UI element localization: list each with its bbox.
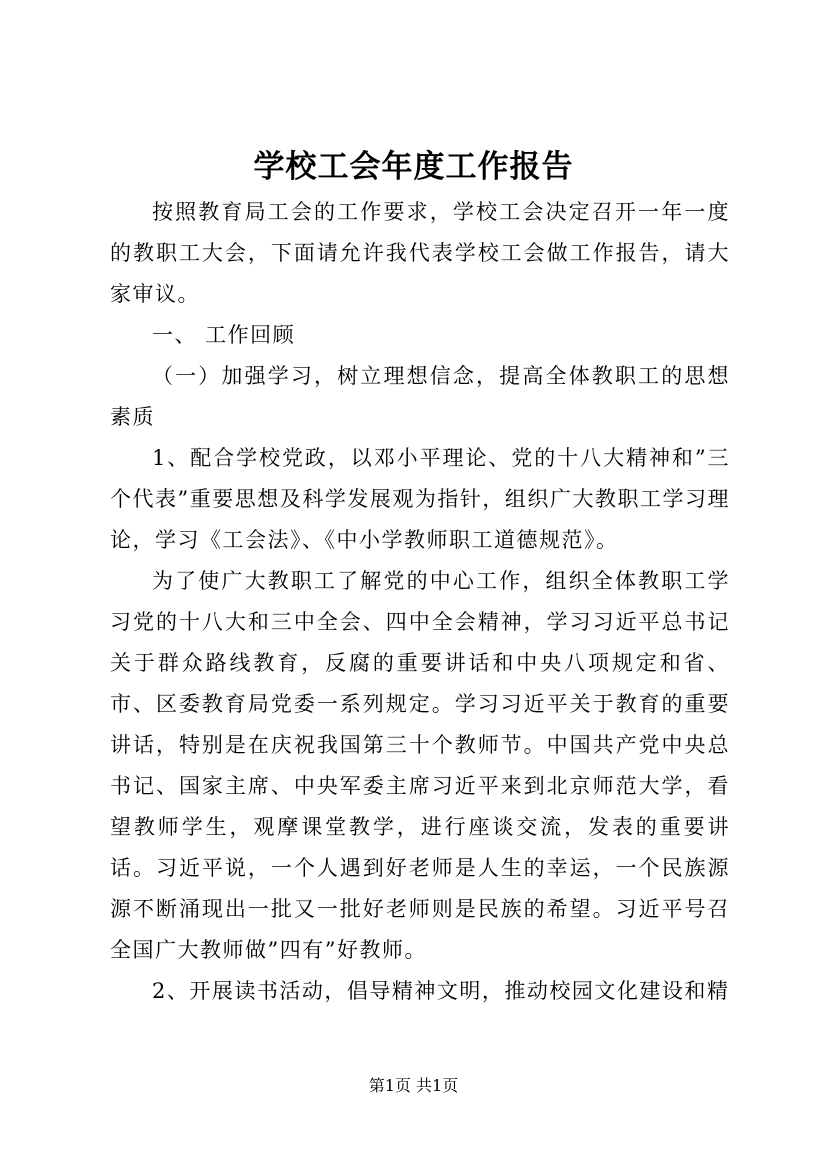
page-footer: 第1页 共1页 [368, 1076, 459, 1095]
document-body [110, 192, 730, 1012]
paragraph-intro: 按照教育局工会的工作要求，学校工会决定召开一年一度的教职工大会，下面请允许我代表学校工会做工作报告，请大家审议。 [110, 200, 730, 306]
section-heading-review: 一、 工作回顾 [152, 323, 296, 347]
document-title: 学校工会年度工作报告 [253, 149, 574, 185]
paragraph-item-1: 1、配合学校党政，以邓小平理论、党的十八大精神和”三个代表”重要思想及科学发展观为指针，组织广大教职工学习理论，学习《工会法》、《中小学教师职工道德规范》。 [110, 446, 730, 552]
subsection-heading-study: （一）加强学习，树立理想信念，提高全体教职工的思想素质 [110, 364, 730, 429]
paragraph-item-2: 2、开展读书活动，倡导精神文明，推动校园文化建设和精 [152, 979, 730, 1003]
paragraph-study-details: 为了使广大教职工了解党的中心工作，组织全体教职工学习党的十八大和三中全会、四中全会精神，学习习近平总书记关于群众路线教育，反腐的重要讲话和中央八项规定和省、市、区委教育局党委一系列规定。学习习近平关于教育的重要讲话，特别是在庆祝我国第三十个教师节。中国共产党中央总书记、国家主席、中央军委主席习近平来到北京师范大学，看望教师学生，观摩课堂教学，进行座谈交流，发表的重要讲话。习近平说，一个人遇到好老师是人生的幸运，一个民族源源不断涌现出一批又一批好老师则是民族的希望。习近平号召全国广大教师做”四有”好教师。 [110, 569, 730, 962]
